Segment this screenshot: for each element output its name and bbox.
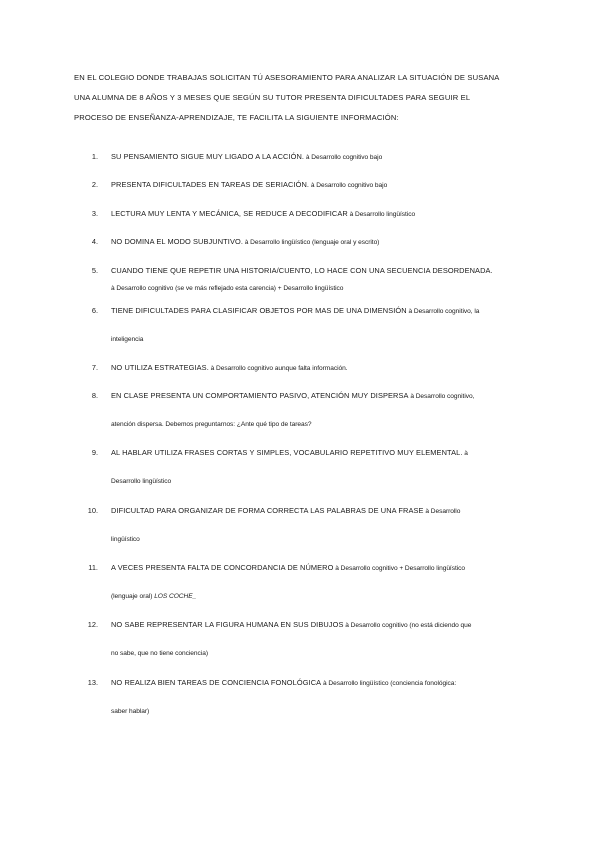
item-number: 12. [87, 620, 98, 629]
item-line: NO REALIZA BIEN TAREAS DE CONCIENCIA FONOLÓGICA à Desarrollo lingüístico (conciencia fonológica: [111, 678, 457, 687]
intro-line-1: EN EL COLEGIO DONDE TRABAJAS SOLICITAN TÚ ASESORAMIENTO PARA ANALIZAR LA SITUACIÓN DE SUSANA [74, 73, 500, 82]
item-line: EN CLASE PRESENTA UN COMPORTAMIENTO PASIVO, ATENCIÓN MUY DISPERSA à Desarrollo cognitivo, [111, 391, 475, 400]
item-line: SU PENSAMIENTO SIGUE MUY LIGADO A LA ACCIÓN. à Desarrollo cognitivo bajo [111, 152, 383, 161]
item-line-2: no sabe, que no tiene conciencia) [111, 650, 208, 657]
item-number: 4. [91, 237, 98, 246]
intro-line-3: PROCESO DE ENSEÑANZA-APRENDIZAJE, TE FACILITA LA SIGUIENTE INFORMACIÓN: [74, 113, 399, 122]
item-line-2: inteligencia [111, 336, 144, 343]
example-phrase: LOS COCHE_ [154, 593, 197, 600]
item-line-2: atención dispersa. Debemos preguntarnos: ¿Ante qué tipo de tareas? [111, 421, 312, 428]
item-number: 1. [91, 152, 98, 161]
item-line-2: saber hablar) [111, 708, 150, 715]
item-line-2: lingüístico [111, 536, 140, 543]
item-line: A VECES PRESENTA FALTA DE CONCORDANCIA DE NÚMERO à Desarrollo cognitivo + Desarrollo lingüístico [111, 563, 466, 572]
item-number: 13. [87, 678, 98, 687]
item-number: 7. [91, 363, 98, 372]
item-line: LECTURA MUY LENTA Y MECÁNICA, SE REDUCE A DECODIFICAR à Desarrollo lingüístico [111, 209, 416, 218]
item-number: 9. [91, 448, 98, 457]
item-line: PRESENTA DIFICULTADES EN TAREAS DE SERIACIÓN. à Desarrollo cognitivo bajo [111, 180, 388, 189]
item-line: NO SABE REPRESENTAR LA FIGURA HUMANA EN SUS DIBUJOS à Desarrollo cognitivo (no está diciendo que [111, 620, 472, 629]
intro-line-2: UNA ALUMNA DE 8 AÑOS Y 3 MESES QUE SEGÚN SU TUTOR PRESENTA DIFICULTADES PARA SEGUIR EL [74, 93, 471, 102]
item-number: 5. [91, 266, 98, 275]
item-number: 11. [88, 563, 98, 572]
item-line: TIENE DIFICULTADES PARA CLASIFICAR OBJETOS POR MAS DE UNA DIMENSIÓN à Desarrollo cognitivo, la [111, 306, 480, 315]
item-number: 10. [87, 506, 98, 515]
item-number: 2. [91, 180, 98, 189]
item-line: AL HABLAR UTILIZA FRASES CORTAS Y SIMPLES, VOCABULARIO REPETITIVO MUY ELEMENTAL. à [111, 448, 468, 457]
item-line: NO DOMINA EL MODO SUBJUNTIVO. à Desarrollo lingüístico (lenguaje oral y escrito) [111, 237, 380, 246]
item-line: CUANDO TIENE QUE REPETIR UNA HISTORIA/CUENTO, LO HACE CON UNA SECUENCIA DESORDENADA. [111, 266, 493, 275]
item-number: 3. [91, 209, 98, 218]
item-number: 6. [91, 306, 98, 315]
item-line: NO UTILIZA ESTRATEGIAS. à Desarrollo cognitivo aunque falta información. [111, 363, 348, 372]
item-line-2: (lenguaje oral) LOS COCHE_ [111, 593, 197, 600]
item-line: DIFICULTAD PARA ORGANIZAR DE FORMA CORRECTA LAS PALABRAS DE UNA FRASE à Desarrollo [111, 506, 461, 515]
item-number: 8. [91, 391, 98, 400]
item-line-2: Desarrollo lingüístico [111, 478, 172, 485]
item-line-2: à Desarrollo cognitivo (se ve más reflejado esta carencia) + Desarrollo lingüístico [111, 285, 344, 292]
